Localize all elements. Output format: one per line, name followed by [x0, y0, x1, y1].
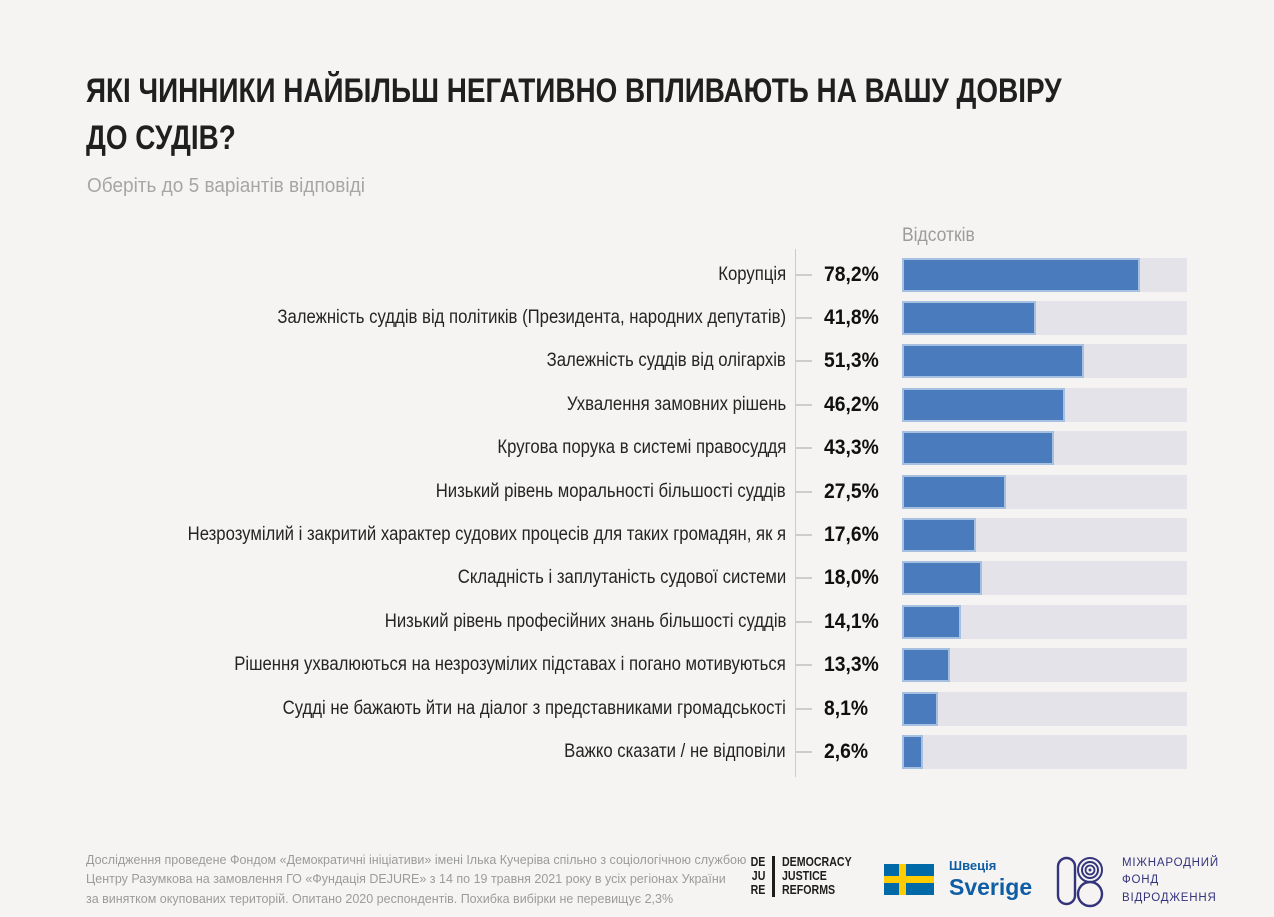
category-label: Судді не бажають йти на діалог з представниками громадськості — [282, 697, 786, 719]
sweden-flag-icon — [884, 864, 934, 895]
chart-row — [86, 730, 1187, 773]
bar-fill — [902, 648, 950, 682]
flag-cross-horizontal — [884, 876, 934, 883]
chart-row — [86, 557, 1187, 600]
dejure-logo-line: RE — [750, 882, 766, 897]
tick-mark — [795, 404, 812, 406]
bar-fill — [902, 475, 1006, 509]
sweden-logo-text — [949, 858, 1032, 901]
chart-row — [86, 600, 1187, 643]
dejure-logo-left-text — [751, 856, 766, 897]
irf-logo-line: МІЖНАРОДНИЙ — [1122, 857, 1219, 870]
value-cell — [795, 263, 902, 287]
sweden-name: Sverige — [949, 874, 1033, 900]
category-label: Складність і заплутаність судової системи — [457, 567, 786, 589]
bar-fill — [902, 518, 976, 552]
chart-row — [86, 470, 1187, 513]
methodology-note-line: Дослідження проведене Фондом «Демократичні ініціативи» імені Ілька Кучеріва спільно з соціологічною службою — [86, 853, 747, 867]
bar-fill — [902, 692, 938, 726]
methodology-note — [86, 851, 746, 909]
dejure-logo — [748, 856, 864, 897]
bar-track — [902, 605, 1187, 639]
tick-mark — [795, 664, 812, 666]
page-title-line: ДО СУДІВ? — [86, 119, 236, 157]
bar-fill — [902, 301, 1036, 335]
tick-mark — [795, 577, 812, 579]
category-label: Кругова порука в системі правосуддя — [497, 437, 786, 459]
value-label: 2,6% — [824, 739, 869, 763]
category-label: Залежність суддів від олігархів — [546, 350, 786, 372]
dejure-logo-divider — [772, 856, 775, 897]
irf-logo-line: ФОНД — [1122, 874, 1159, 887]
category-label: Залежність суддів від політиків (Президента, народних депутатів) — [277, 307, 786, 329]
bar-track — [902, 561, 1187, 595]
value-label: 51,3% — [824, 349, 879, 373]
tick-mark — [795, 621, 812, 623]
bar-track — [902, 301, 1187, 335]
bar-fill — [902, 735, 923, 769]
page-title-line: ЯКІ ЧИННИКИ НАЙБІЛЬШ НЕГАТИВНО ВПЛИВАЮТЬ НА ВАШУ ДОВІРУ — [86, 72, 1062, 110]
dejure-logo-line: REFORMS — [781, 882, 835, 897]
value-cell — [795, 610, 902, 634]
tick-mark — [795, 751, 812, 753]
category-label: Важко сказати / не відповіли — [564, 740, 786, 762]
tick-mark — [795, 447, 812, 449]
sweden-local-name: Швеція — [949, 858, 997, 873]
bar-fill — [902, 561, 982, 595]
chart-row — [86, 687, 1187, 730]
bar-fill — [902, 431, 1054, 465]
tick-mark — [795, 360, 812, 362]
value-label: 27,5% — [824, 479, 879, 503]
bar-chart — [86, 253, 1187, 774]
value-label: 18,0% — [824, 566, 879, 590]
value-label: 14,1% — [824, 609, 879, 633]
value-cell — [795, 653, 902, 677]
tick-mark — [795, 491, 812, 493]
value-label: 43,3% — [824, 436, 879, 460]
bar-track — [902, 258, 1187, 292]
dejure-logo-line: JUSTICE — [781, 868, 827, 883]
bar-fill — [902, 258, 1140, 292]
value-cell — [795, 480, 902, 504]
value-label: 78,2% — [824, 262, 879, 286]
chart-row — [86, 340, 1187, 383]
bar-track — [902, 735, 1187, 769]
category-label: Ухвалення замовних рішень — [566, 393, 786, 415]
value-label: 13,3% — [824, 653, 879, 677]
bar-fill — [902, 605, 961, 639]
page-title — [86, 68, 1274, 162]
dejure-logo-right-text — [782, 856, 852, 897]
category-label: Рішення ухвалюються на незрозумілих підставах і погано мотивуються — [234, 654, 786, 676]
chart-row — [86, 253, 1187, 296]
irf-logo-line: ВІДРОДЖЕННЯ — [1122, 891, 1217, 904]
value-label: 46,2% — [824, 392, 879, 416]
bar-fill — [902, 344, 1084, 378]
value-cell — [795, 349, 902, 373]
category-label: Незрозумілий і закритий характер судових процесів для таких громадян, як я — [187, 524, 786, 546]
methodology-note-line: за винятком окупованих територій. Опитано 2020 респондентів. Похибка вибірки не перевищує 2,3% — [86, 891, 674, 906]
tick-mark — [795, 534, 812, 536]
dejure-logo-line: DEMOCRACY — [781, 855, 852, 869]
category-label: Низький рівень професійних знань більшості суддів — [384, 610, 786, 632]
chart-row — [86, 296, 1187, 339]
bar-track — [902, 431, 1187, 465]
tick-mark — [795, 708, 812, 710]
value-cell — [795, 697, 902, 721]
irf-logo — [1056, 853, 1219, 909]
sweden-logo — [884, 858, 1032, 901]
category-axis-line — [795, 249, 796, 777]
value-cell — [795, 740, 902, 764]
dejure-logo-line: DE — [750, 855, 766, 869]
page-subtitle: Оберіть до 5 варіантів відповіді — [87, 175, 365, 197]
irf-logo-text — [1122, 855, 1219, 907]
bar-track — [902, 518, 1187, 552]
value-cell — [795, 523, 902, 547]
value-label: 8,1% — [824, 696, 869, 720]
value-cell — [795, 566, 902, 590]
bar-track — [902, 475, 1187, 509]
tick-mark — [795, 317, 812, 319]
value-cell — [795, 436, 902, 460]
category-label: Низький рівень моральності більшості суддів — [436, 480, 786, 502]
methodology-note-line: Центру Разумкова на замовлення ГО «Фундація DEJURE» з 14 по 19 травня 2021 року в усіх регіонах України — [86, 872, 726, 887]
value-cell — [795, 393, 902, 417]
bar-track — [902, 648, 1187, 682]
tick-mark — [795, 274, 812, 276]
dejure-logo-line: JU — [751, 868, 766, 883]
value-label: 17,6% — [824, 523, 879, 547]
chart-row — [86, 383, 1187, 426]
category-label: Корупція — [718, 263, 786, 285]
chart-row — [86, 644, 1187, 687]
bar-track — [902, 692, 1187, 726]
bar-fill — [902, 388, 1065, 422]
value-axis-label: Відсотків — [902, 225, 975, 246]
value-cell — [795, 306, 902, 330]
bar-track — [902, 344, 1187, 378]
chart-row — [86, 427, 1187, 470]
irf-logo-icon — [1056, 853, 1110, 909]
bar-track — [902, 388, 1187, 422]
value-label: 41,8% — [824, 306, 879, 330]
chart-row — [86, 513, 1187, 556]
